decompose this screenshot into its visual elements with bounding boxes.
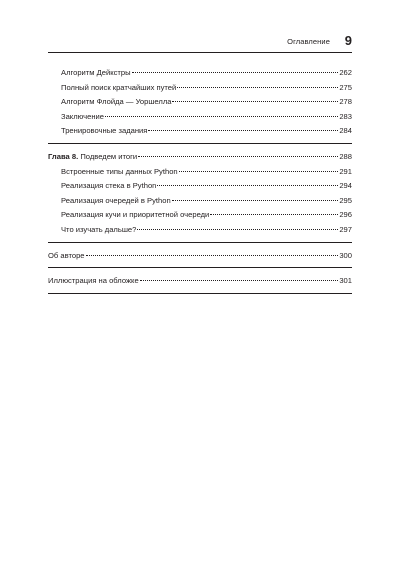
dot-leader <box>177 82 338 88</box>
toc-entry-title: Что изучать дальше? <box>61 224 137 234</box>
toc-entry-page: 300 <box>339 250 352 260</box>
dot-leader <box>157 180 338 186</box>
toc-entry-chapter8 <box>48 150 352 165</box>
toc-entry-python-stack <box>48 179 352 194</box>
toc-entry-page: 297 <box>339 224 352 234</box>
toc-entry-title: Тренировочные задания <box>61 126 148 136</box>
dot-leader <box>105 111 338 117</box>
toc-entry-all-pairs-shortest-paths <box>48 81 352 96</box>
toc-entry-page: 301 <box>339 276 352 286</box>
toc-entry-page: 291 <box>339 166 352 176</box>
toc-entry-conclusion <box>48 110 352 125</box>
toc-entry-exercises <box>48 124 352 139</box>
toc-entry-cover-illustration <box>48 274 352 289</box>
toc-entry-python-queues <box>48 194 352 209</box>
table-of-contents <box>48 66 352 300</box>
toc-entry-heap-priority-queue <box>48 208 352 223</box>
toc-entry-title: Алгоритм Дейкстры <box>61 68 131 77</box>
toc-chapter-title <box>48 150 137 165</box>
dot-leader <box>86 250 339 256</box>
header-title: Оглавление <box>287 37 330 46</box>
dot-leader <box>137 224 338 230</box>
toc-entry-python-builtin-types <box>48 165 352 180</box>
toc-entry-page: 278 <box>339 97 352 107</box>
toc-entry-page: 296 <box>339 210 352 220</box>
toc-entry-title: Заключение <box>61 111 105 121</box>
toc-group-chapter7-end <box>48 66 352 144</box>
header-rule <box>48 52 352 53</box>
toc-entry-title: Встроенные типы данных Python <box>61 166 178 176</box>
running-header <box>48 34 352 49</box>
toc-entry-page: 295 <box>339 195 352 205</box>
toc-entry-page: 294 <box>339 181 352 191</box>
dot-leader <box>172 195 339 201</box>
dot-leader <box>179 166 339 172</box>
toc-entry-about-author <box>48 249 352 264</box>
toc-entry-page: 275 <box>339 82 352 92</box>
dot-leader <box>210 209 338 215</box>
toc-entry-title: Реализация кучи и приоритетной очереди <box>61 210 210 220</box>
toc-entry-title: Иллюстрация на обложке <box>48 276 139 286</box>
toc-entry-title: Реализация стека в Python <box>61 181 157 191</box>
toc-entry-what-next <box>48 223 352 238</box>
toc-entry-dijkstra <box>48 66 352 81</box>
toc-entry-page: 262 <box>339 68 352 77</box>
dot-leader <box>148 125 338 131</box>
toc-entry-page: 288 <box>339 151 352 161</box>
toc-entry-title: Об авторе <box>48 250 85 260</box>
toc-group-cover <box>48 274 352 294</box>
chapter-label: Глава 8. <box>48 151 79 161</box>
toc-group-chapter8 <box>48 150 352 243</box>
toc-entry-floyd-warshall <box>48 95 352 110</box>
toc-entry-title: Полный поиск кратчайших путей <box>61 82 177 92</box>
toc-entry-title: Реализация очередей в Python <box>61 195 171 205</box>
toc-entry-title: Алгоритм Флойда — Уоршелла <box>61 97 172 107</box>
dot-leader <box>172 96 338 102</box>
toc-entry-page: 283 <box>339 111 352 121</box>
toc-group-about <box>48 249 352 269</box>
dot-leader <box>138 151 338 157</box>
page-number: 9 <box>344 33 352 48</box>
chapter-name: Подведем итоги <box>78 151 138 161</box>
toc-entry-page: 284 <box>339 126 352 136</box>
dot-leader <box>132 67 339 73</box>
dot-leader <box>140 275 339 281</box>
